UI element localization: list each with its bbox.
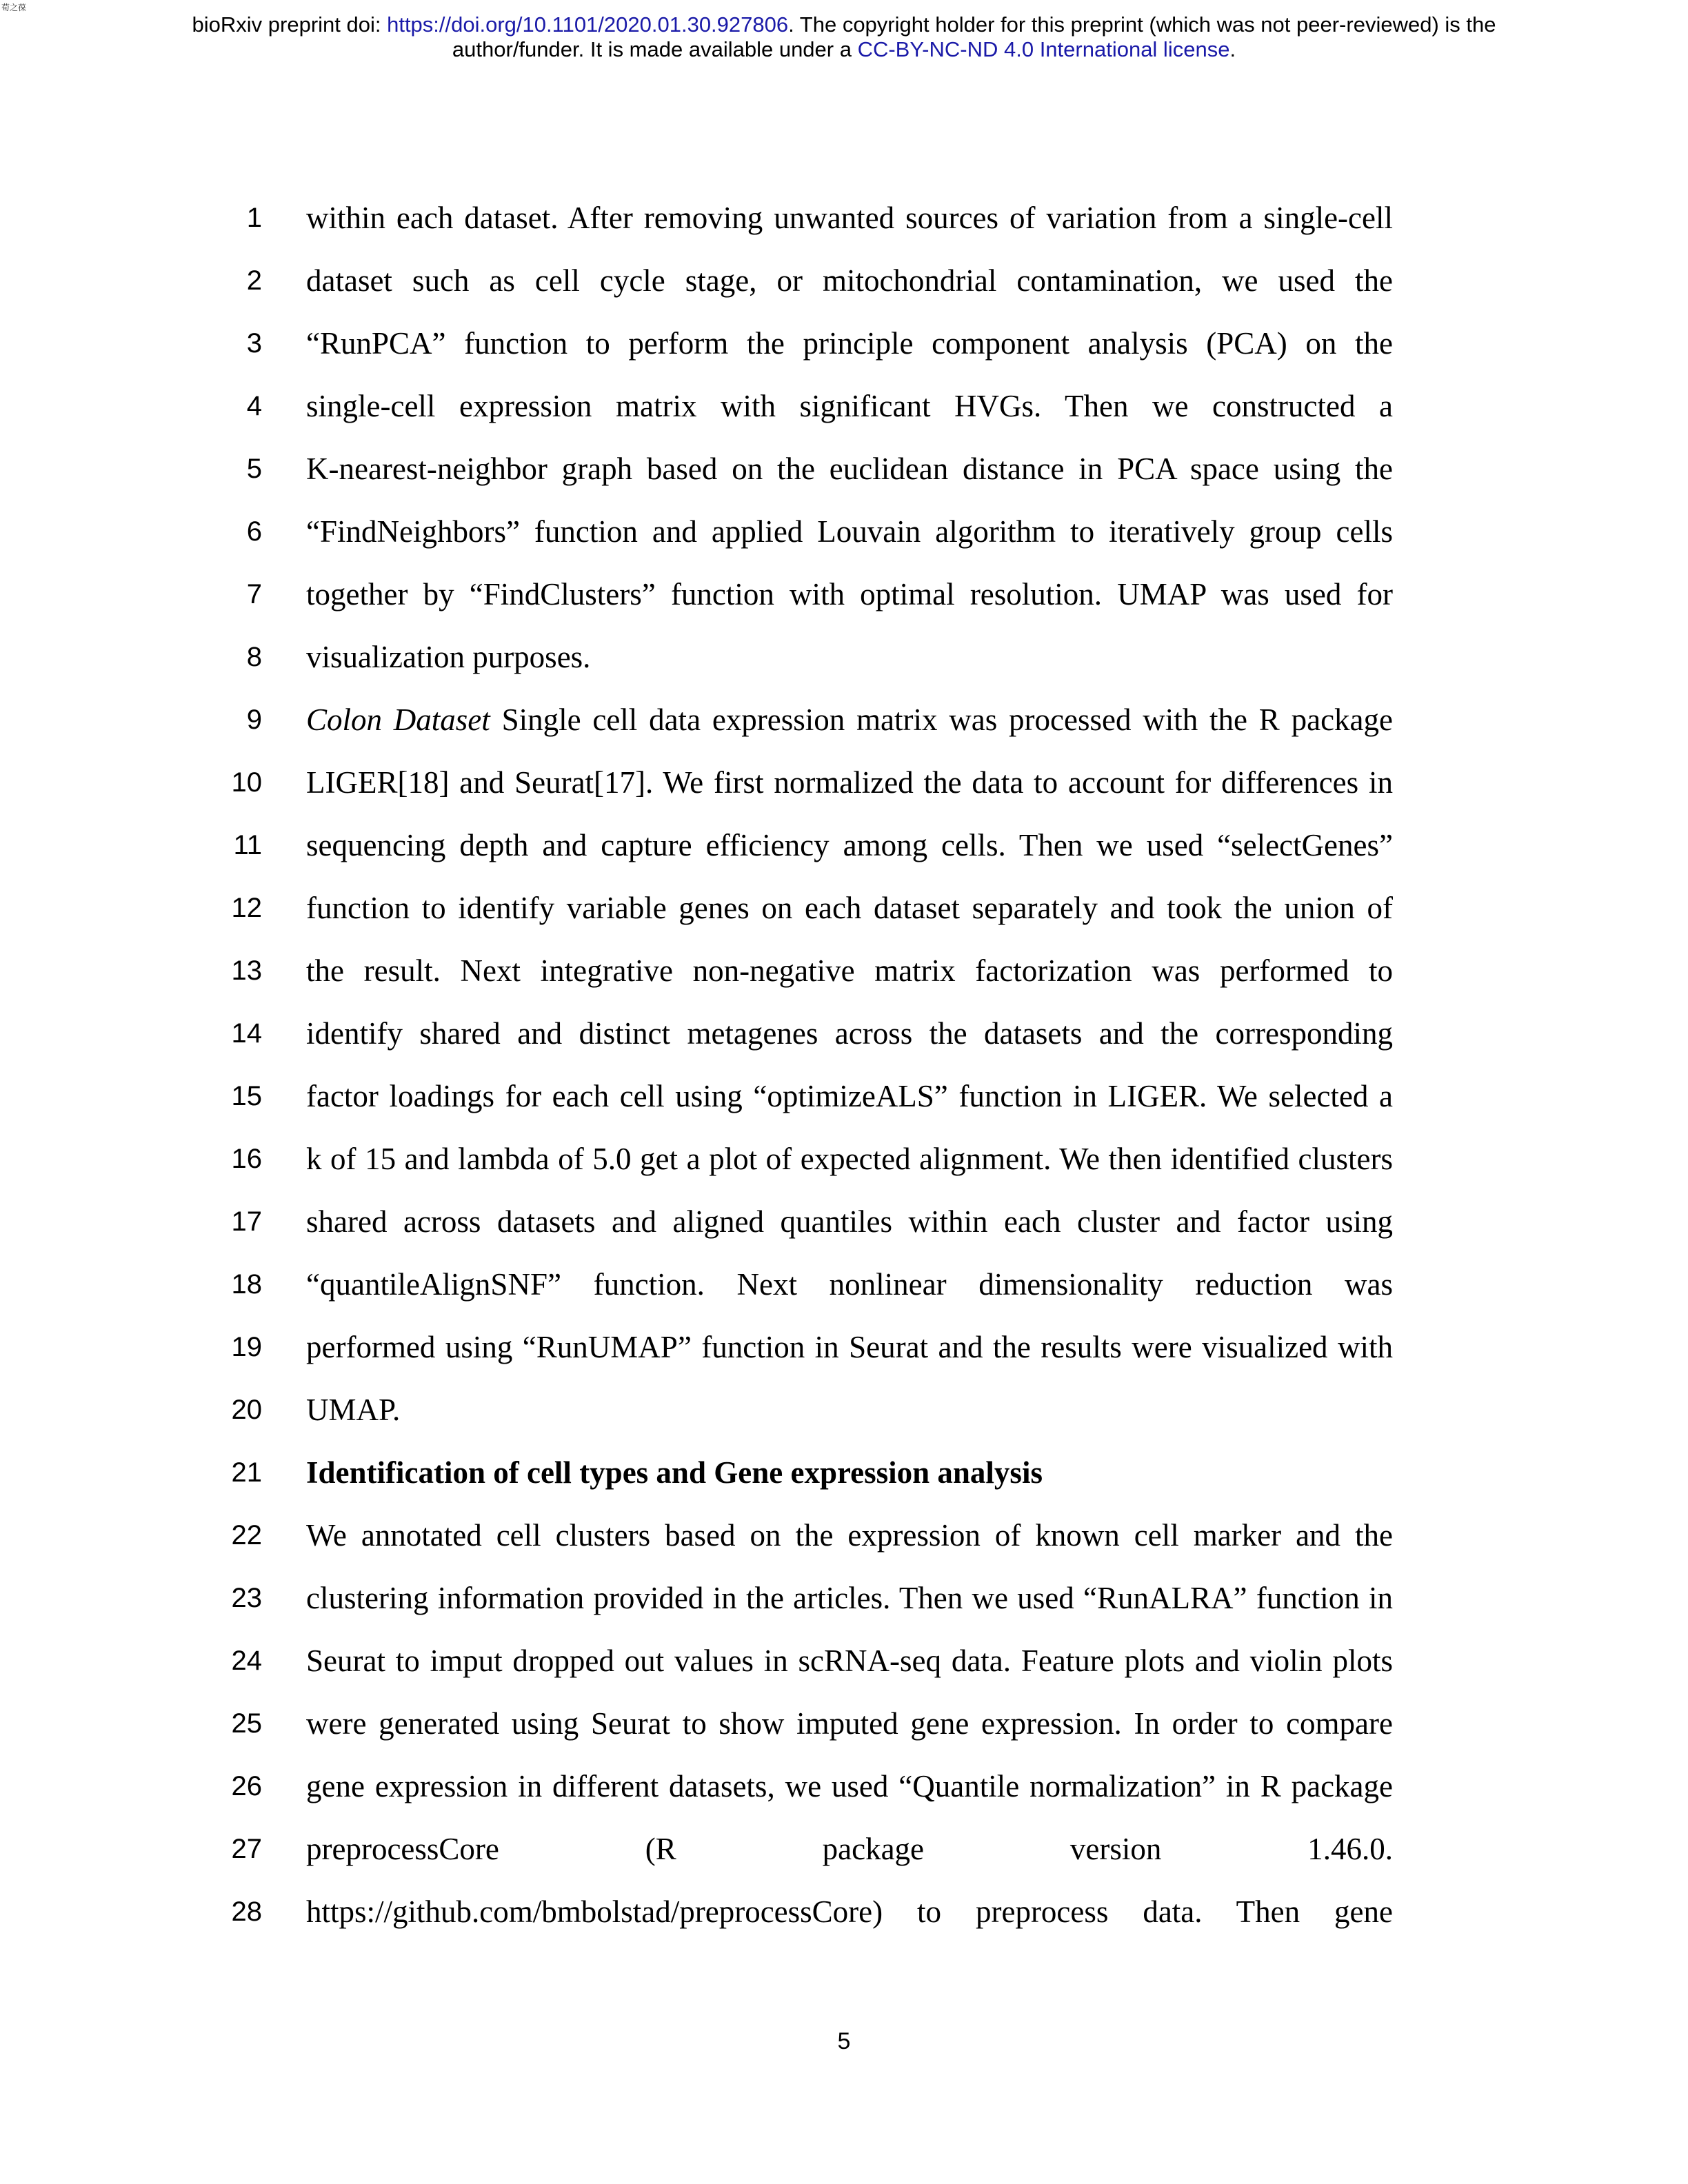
line-number: 12 xyxy=(231,893,262,923)
line-text: Colon Dataset Single cell data expression matrix was processed with the R package xyxy=(306,702,1393,737)
text-line xyxy=(0,1326,1688,1368)
line-text: together by “FindClusters” function with optimal resolution. UMAP was used for xyxy=(306,577,1393,611)
line-number: 19 xyxy=(231,1332,262,1362)
line-text: performed using “RunUMAP” function in Seurat and the results were visualized with xyxy=(306,1330,1393,1364)
header-line-1: bioRxiv preprint doi: https://doi.org/10.1101/2020.01.30.927806. The copyright holder for this preprint (which was not peer-reviewed) is the xyxy=(192,12,1496,37)
corner-mark: 荀之葆 xyxy=(1,3,27,12)
text-line xyxy=(0,1766,1688,1807)
line-number: 16 xyxy=(231,1144,262,1174)
line-text: We annotated cell clusters based on the expression of known cell marker and the xyxy=(306,1518,1393,1553)
text-line xyxy=(0,385,1688,427)
line-text: sequencing depth and capture efficiency among cells. Then we used “selectGenes” xyxy=(306,828,1393,862)
line-number: 7 xyxy=(246,579,262,609)
line-text: “quantileAlignSNF” function. Next nonlinear dimensionality reduction was xyxy=(306,1267,1393,1302)
text-line xyxy=(0,950,1688,991)
line-text: were generated using Seurat to show imputed gene expression. In order to compare xyxy=(306,1706,1393,1741)
text-line xyxy=(0,699,1688,740)
line-number: 28 xyxy=(231,1897,262,1927)
line-number: 14 xyxy=(231,1018,262,1049)
line-number: 21 xyxy=(231,1457,262,1488)
line-text: https://github.com/bmbolstad/preprocessCore) to preprocess data. Then gene xyxy=(306,1894,1393,1929)
text-line xyxy=(0,197,1688,239)
line-number: 3 xyxy=(246,328,262,358)
line-number: 22 xyxy=(231,1520,262,1550)
text-line xyxy=(0,1013,1688,1054)
line-number: 23 xyxy=(231,1583,262,1613)
line-number: 27 xyxy=(231,1834,262,1864)
line-number: 2 xyxy=(246,265,262,296)
text-line xyxy=(0,1515,1688,1556)
line-text: function to identify variable genes on each dataset separately and took the union of xyxy=(306,891,1393,925)
line-text: factor loadings for each cell using “optimizeALS” function in LIGER. We selected a xyxy=(306,1079,1393,1113)
text-line xyxy=(0,323,1688,364)
line-text: single-cell expression matrix with significant HVGs. Then we constructed a xyxy=(306,389,1393,423)
line-text: LIGER[18] and Seurat[17]. We first normalized the data to account for differences in xyxy=(306,765,1393,800)
line-text: Seurat to imput dropped out values in scRNA-seq data. Feature plots and violin plots xyxy=(306,1644,1393,1678)
text-line xyxy=(0,887,1688,929)
line-text: visualization purposes. xyxy=(306,640,591,674)
line-text: the result. Next integrative non-negative matrix factorization was performed to xyxy=(306,953,1393,988)
line-text: k of 15 and lambda of 5.0 get a plot of expected alignment. We then identified clusters xyxy=(306,1142,1393,1176)
preprint-header xyxy=(0,12,1688,62)
line-number: 4 xyxy=(246,391,262,421)
section-label-italic: Colon Dataset xyxy=(306,702,490,737)
text-line xyxy=(0,574,1688,615)
line-text: UMAP. xyxy=(306,1393,401,1427)
line-text: dataset such as cell cycle stage, or mitochondrial contamination, we used the xyxy=(306,263,1393,298)
line-text: preprocessCore (R package version 1.46.0. xyxy=(306,1832,1393,1866)
line-number: 15 xyxy=(231,1081,262,1111)
line-text: within each dataset. After removing unwanted sources of variation from a single-cell xyxy=(306,201,1393,235)
line-number: 6 xyxy=(246,516,262,547)
line-number: 10 xyxy=(231,767,262,798)
text-line xyxy=(0,511,1688,552)
text-line xyxy=(0,1075,1688,1117)
line-number: 20 xyxy=(231,1395,262,1425)
line-number: 13 xyxy=(231,956,262,986)
text-line xyxy=(0,1577,1688,1619)
line-number: 26 xyxy=(231,1771,262,1801)
header-line-2: author/funder. It is made available under a CC-BY-NC-ND 4.0 International license. xyxy=(452,37,1236,61)
line-number: 5 xyxy=(246,454,262,484)
text-line xyxy=(0,448,1688,489)
line-text: identify shared and distinct metagenes across the datasets and the corresponding xyxy=(306,1016,1393,1051)
line-text: “RunPCA” function to perform the principle component analysis (PCA) on the xyxy=(306,326,1393,361)
text-line xyxy=(0,1891,1688,1932)
line-text: K-nearest-neighbor graph based on the euclidean distance in PCA space using the xyxy=(306,452,1393,486)
line-text: gene expression in different datasets, we used “Quantile normalization” in R package xyxy=(306,1769,1393,1803)
page-number: 5 xyxy=(837,2028,851,2054)
text-line xyxy=(0,1703,1688,1744)
text-line xyxy=(0,825,1688,866)
line-number: 18 xyxy=(231,1269,262,1300)
line-number: 17 xyxy=(231,1206,262,1237)
line-text: clustering information provided in the articles. Then we used “RunALRA” function in xyxy=(306,1581,1393,1615)
line-number: 25 xyxy=(231,1708,262,1739)
line-text: shared across datasets and aligned quantiles within each cluster and factor using xyxy=(306,1204,1393,1239)
text-line xyxy=(0,1264,1688,1305)
text-line xyxy=(0,762,1688,803)
text-line xyxy=(0,1828,1688,1870)
text-line xyxy=(0,1389,1688,1430)
text-line xyxy=(0,636,1688,678)
license-link[interactable]: CC-BY-NC-ND 4.0 International license xyxy=(857,37,1230,61)
line-number: 9 xyxy=(246,705,262,735)
line-number: 8 xyxy=(246,642,262,672)
text-line xyxy=(0,1640,1688,1681)
text-line xyxy=(0,1452,1688,1493)
line-number: 11 xyxy=(233,830,262,860)
line-text: “FindNeighbors” function and applied Louvain algorithm to iteratively group cells xyxy=(306,514,1393,549)
line-number: 24 xyxy=(231,1646,262,1676)
doi-link[interactable]: https://doi.org/10.1101/2020.01.30.927806 xyxy=(387,12,789,37)
text-line xyxy=(0,260,1688,301)
section-heading: Identification of cell types and Gene expression analysis xyxy=(306,1455,1043,1490)
line-number: 1 xyxy=(246,203,262,233)
text-line xyxy=(0,1201,1688,1242)
text-line xyxy=(0,1138,1688,1180)
